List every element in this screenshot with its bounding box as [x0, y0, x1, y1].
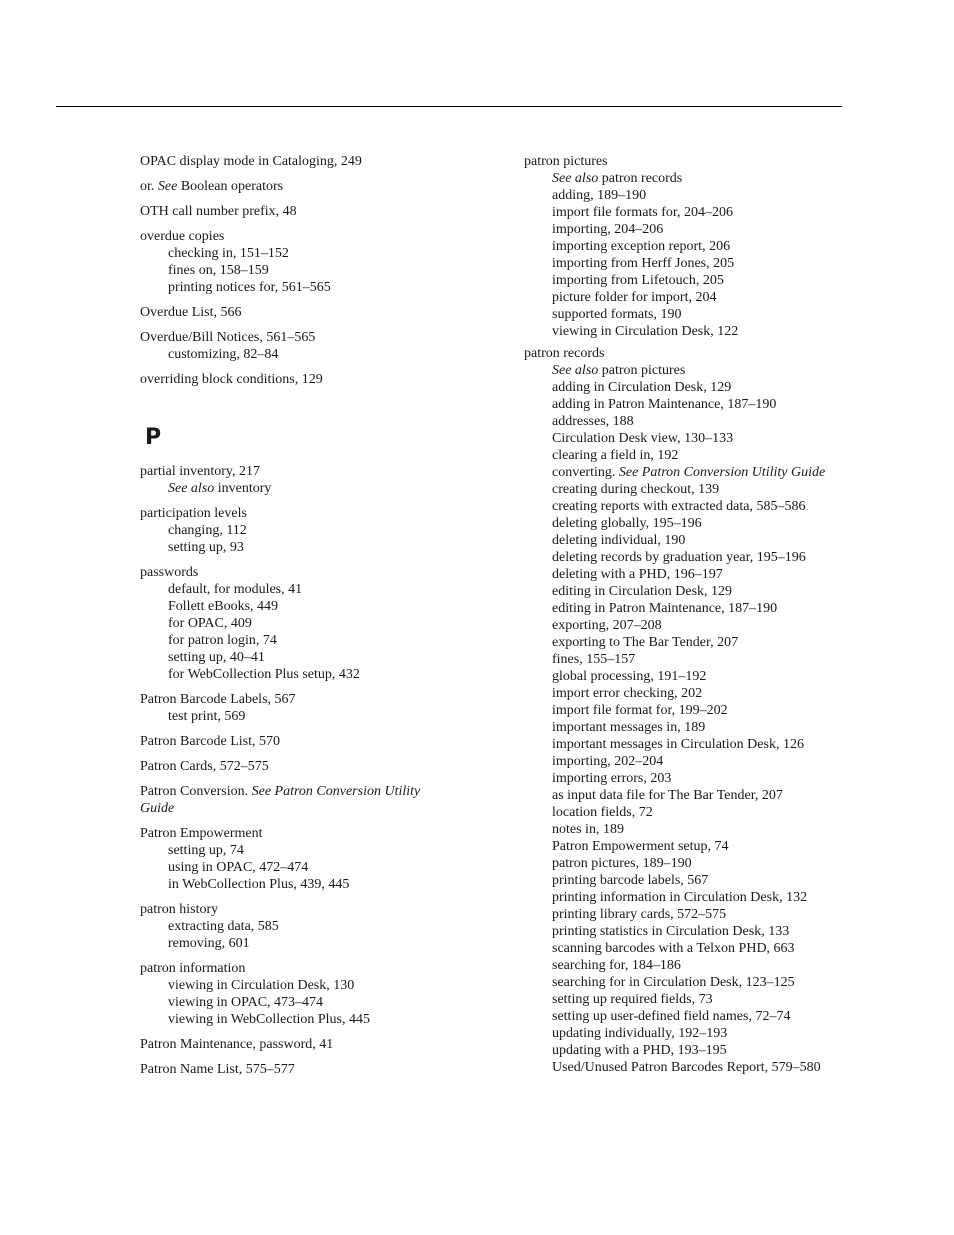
index-subentry	[140, 480, 450, 497]
entry-text: creating reports with extracted data, 585–586	[552, 499, 806, 514]
index-entry-heading	[140, 758, 450, 775]
entry-text: extracting data, 585	[168, 919, 279, 934]
index-entry-heading	[140, 691, 450, 708]
index-subentry	[524, 464, 837, 481]
entry-text: for OPAC, 409	[168, 616, 252, 631]
index-subentry	[524, 753, 837, 770]
entry-text: OPAC display mode in Cataloging, 249	[140, 154, 362, 169]
entry-text: importing from Lifetouch, 205	[552, 273, 724, 288]
index-entry-heading	[140, 733, 450, 750]
index-subentry	[524, 1025, 837, 1042]
cross-reference-text: See Patron Conversion Utility Guide	[618, 465, 826, 480]
entry-text: partial inventory, 217	[140, 464, 261, 479]
entry-text: global processing, 191–192	[552, 669, 707, 684]
index-entry-heading	[524, 345, 844, 362]
entry-text: in WebCollection Plus, 439, 445	[168, 877, 350, 892]
index-subentry	[524, 583, 837, 600]
cross-reference-text: See Patron Conversion Utility Guide	[140, 784, 421, 816]
entry-text: Patron Conversion.	[140, 784, 252, 799]
index-entry-heading	[140, 960, 450, 977]
index-entry	[140, 203, 450, 220]
index-subentry	[524, 600, 837, 617]
entry-text: for WebCollection Plus setup, 432	[168, 667, 360, 682]
index-subentry	[524, 702, 837, 719]
index-subentry	[140, 539, 450, 556]
entry-text: printing information in Circulation Desk, 132	[552, 890, 808, 905]
index-subentry	[524, 651, 837, 668]
entry-text: patron records	[524, 346, 605, 361]
entry-text: removing, 601	[168, 936, 250, 951]
entry-text: test print, 569	[168, 709, 246, 724]
entry-text: patron pictures	[524, 154, 608, 169]
section-letter: P	[145, 425, 162, 450]
entry-text: importing, 204–206	[552, 222, 664, 237]
index-subentry	[140, 649, 450, 666]
entry-text: import file format for, 199–202	[552, 703, 728, 718]
index-entry	[140, 463, 450, 497]
entry-text: fines on, 158–159	[168, 263, 269, 278]
entry-text: customizing, 82–84	[168, 347, 279, 362]
entry-text: scanning barcodes with a Telxon PHD, 663	[552, 941, 795, 956]
entry-text: patron records	[598, 171, 683, 186]
entry-text: notes in, 189	[552, 822, 624, 837]
index-entry	[140, 1036, 450, 1053]
index-entry	[524, 345, 844, 1076]
index-subentry	[140, 615, 450, 632]
index-subentry	[524, 1042, 837, 1059]
entry-text: Overdue/Bill Notices, 561–565	[140, 330, 316, 345]
entry-text: patron pictures	[598, 363, 686, 378]
entry-text: picture folder for import, 204	[552, 290, 717, 305]
index-subentry	[524, 770, 837, 787]
cross-reference-text: See also	[168, 481, 215, 496]
entry-text: import file formats for, 204–206	[552, 205, 734, 220]
index-entry	[140, 960, 450, 1028]
index-subentry	[140, 859, 450, 876]
index-entry-heading	[140, 178, 450, 195]
entry-text: Overdue List, 566	[140, 305, 242, 320]
entry-text: Follett eBooks, 449	[168, 599, 279, 614]
entry-text: Patron Cards, 572–575	[140, 759, 269, 774]
index-subentry	[140, 632, 450, 649]
index-entry	[140, 153, 450, 170]
index-subentry	[524, 430, 837, 447]
entry-text: exporting to The Bar Tender, 207	[552, 635, 739, 650]
entry-text: important messages in, 189	[552, 720, 706, 735]
entry-text: deleting with a PHD, 196–197	[552, 567, 723, 582]
index-subentry	[524, 1059, 837, 1076]
entry-text: converting.	[552, 465, 619, 480]
index-subentry	[524, 221, 837, 238]
index-subentry	[140, 522, 450, 539]
entry-text: printing statistics in Circulation Desk, 133	[552, 924, 790, 939]
entry-text: setting up required fields, 73	[552, 992, 713, 1007]
entry-text: passwords	[140, 565, 199, 580]
index-subentry	[524, 957, 837, 974]
entry-text: printing library cards, 572–575	[552, 907, 727, 922]
entry-text: adding in Patron Maintenance, 187–190	[552, 397, 777, 412]
index-subentry	[140, 279, 450, 296]
cross-reference-text: See also	[552, 363, 599, 378]
entry-text: Patron Barcode List, 570	[140, 734, 280, 749]
index-entry-heading	[140, 304, 450, 321]
entry-text: patron pictures, 189–190	[552, 856, 692, 871]
entry-text: Patron Empowerment	[140, 826, 263, 841]
entry-text: default, for modules, 41	[168, 582, 303, 597]
index-subentry	[524, 306, 837, 323]
index-entry	[140, 304, 450, 321]
entry-text: adding, 189–190	[552, 188, 647, 203]
entry-text: printing notices for, 561–565	[168, 280, 331, 295]
entry-text: Circulation Desk view, 130–133	[552, 431, 734, 446]
index-subentry	[140, 876, 450, 893]
index-entry	[140, 505, 450, 556]
index-subentry	[524, 566, 837, 583]
entry-text: OTH call number prefix, 48	[140, 204, 297, 219]
entry-text: or.	[140, 179, 158, 194]
entry-text: deleting globally, 195–196	[552, 516, 702, 531]
entry-text: importing exception report, 206	[552, 239, 731, 254]
index-subentry	[140, 598, 450, 615]
index-entry-heading	[140, 463, 450, 480]
entries-patron-section	[524, 153, 844, 1076]
index-entry	[140, 371, 450, 388]
entry-text: printing barcode labels, 567	[552, 873, 709, 888]
index-subentry	[524, 255, 837, 272]
index-subentry	[524, 991, 837, 1008]
index-subentry	[524, 532, 837, 549]
entry-text: setting up user-defined field names, 72–74	[552, 1009, 791, 1024]
index-subentry	[524, 238, 837, 255]
entry-text: clearing a field in, 192	[552, 448, 679, 463]
index-subentry	[524, 821, 837, 838]
entry-text: importing, 202–204	[552, 754, 664, 769]
entry-text: for patron login, 74	[168, 633, 277, 648]
index-subentry	[140, 262, 450, 279]
entry-text: setting up, 74	[168, 843, 244, 858]
entry-text: participation levels	[140, 506, 247, 521]
entry-text: updating individually, 192–193	[552, 1026, 728, 1041]
cross-reference-text: See	[157, 179, 178, 194]
index-entry-heading	[140, 564, 450, 581]
index-subentry	[524, 204, 837, 221]
index-entry	[140, 783, 450, 817]
index-subentry	[524, 668, 837, 685]
entry-text: inventory	[214, 481, 272, 496]
entry-text: importing from Herff Jones, 205	[552, 256, 735, 271]
index-subentry	[140, 1011, 450, 1028]
index-subentry	[140, 977, 450, 994]
index-entry-heading	[140, 901, 450, 918]
entry-text: overdue copies	[140, 229, 225, 244]
entry-text: as input data file for The Bar Tender, 207	[552, 788, 783, 803]
index-subentry	[524, 323, 837, 340]
entry-text: important messages in Circulation Desk, 126	[552, 737, 804, 752]
entry-text: checking in, 151–152	[168, 246, 289, 261]
index-subentry	[524, 413, 837, 430]
index-subentry	[140, 994, 450, 1011]
index-subentry	[524, 447, 837, 464]
index-subentry	[140, 708, 450, 725]
index-entry-heading	[140, 153, 450, 170]
index-subentry	[524, 838, 837, 855]
entry-text: viewing in WebCollection Plus, 445	[168, 1012, 370, 1027]
index-subentry	[524, 736, 837, 753]
entry-text: setting up, 93	[168, 540, 244, 555]
index-subentry	[524, 787, 837, 804]
index-entry	[140, 691, 450, 725]
index-subentry	[524, 617, 837, 634]
index-subentry	[524, 940, 837, 957]
entry-text: viewing in Circulation Desk, 122	[552, 324, 739, 339]
index-subentry	[524, 974, 837, 991]
index-entry	[140, 329, 450, 363]
index-entry-heading	[140, 203, 450, 220]
entry-text: setting up, 40–41	[168, 650, 265, 665]
index-entry	[140, 901, 450, 952]
index-subentry	[524, 872, 837, 889]
index-column-left	[140, 153, 450, 1086]
entry-text: location fields, 72	[552, 805, 653, 820]
index-subentry	[524, 719, 837, 736]
entry-text: deleting records by graduation year, 195–196	[552, 550, 806, 565]
index-subentry	[140, 918, 450, 935]
entry-text: fines, 155–157	[552, 652, 636, 667]
entry-text: viewing in Circulation Desk, 130	[168, 978, 355, 993]
entry-text: exporting, 207–208	[552, 618, 662, 633]
entry-text: searching for, 184–186	[552, 958, 681, 973]
index-subentry	[140, 581, 450, 598]
index-entry	[140, 825, 450, 893]
index-entry	[140, 228, 450, 296]
index-subentry	[524, 634, 837, 651]
index-subentry	[140, 935, 450, 952]
index-entry	[140, 1061, 450, 1078]
index-entry-heading	[140, 329, 450, 346]
index-subentry	[524, 685, 837, 702]
index-subentry	[524, 170, 837, 187]
entries-p-section	[140, 463, 450, 1078]
entry-text: supported formats, 190	[552, 307, 682, 322]
index-entry	[524, 153, 844, 340]
index-subentry	[524, 272, 837, 289]
entry-text: import error checking, 202	[552, 686, 703, 701]
entry-text: editing in Circulation Desk, 129	[552, 584, 733, 599]
entry-text: overriding block conditions, 129	[140, 372, 323, 387]
index-subentry	[524, 362, 837, 379]
index-entry	[140, 564, 450, 683]
index-subentry	[524, 481, 837, 498]
index-entry-heading	[524, 153, 844, 170]
entry-text: Patron Barcode Labels, 567	[140, 692, 296, 707]
entry-text: changing, 112	[168, 523, 247, 538]
index-entry	[140, 758, 450, 775]
entry-text: editing in Patron Maintenance, 187–190	[552, 601, 778, 616]
entry-text: adding in Circulation Desk, 129	[552, 380, 732, 395]
index-entry-heading	[140, 783, 450, 817]
index-subentry	[140, 842, 450, 859]
entry-text: searching for in Circulation Desk, 123–125	[552, 975, 795, 990]
entry-text: Patron Maintenance, password, 41	[140, 1037, 334, 1052]
entry-text: deleting individual, 190	[552, 533, 686, 548]
index-entry-heading	[140, 825, 450, 842]
index-subentry	[524, 187, 837, 204]
index-subentry	[524, 515, 837, 532]
index-subentry	[524, 549, 837, 566]
index-entry-heading	[140, 1061, 450, 1078]
entry-text: Boolean operators	[177, 179, 284, 194]
index-entry-heading	[140, 505, 450, 522]
index-subentry	[140, 346, 450, 363]
index-subentry	[524, 396, 837, 413]
cross-reference-text: See also	[552, 171, 599, 186]
entry-text: patron history	[140, 902, 219, 917]
index-subentry	[524, 289, 837, 306]
index-subentry	[524, 906, 837, 923]
index-subentry	[524, 379, 837, 396]
index-entry-heading	[140, 228, 450, 245]
index-subentry	[140, 666, 450, 683]
entry-text: creating during checkout, 139	[552, 482, 720, 497]
entry-text: patron information	[140, 961, 246, 976]
entry-text: updating with a PHD, 193–195	[552, 1043, 727, 1058]
index-entry	[140, 178, 450, 195]
index-entry-heading	[140, 371, 450, 388]
index-subentry	[524, 498, 837, 515]
entry-text: Patron Name List, 575–577	[140, 1062, 295, 1077]
index-subentry	[524, 889, 837, 906]
header-rule	[56, 106, 842, 107]
index-entry	[140, 733, 450, 750]
index-entry-heading	[140, 1036, 450, 1053]
entry-text: Used/Unused Patron Barcodes Report, 579–580	[552, 1060, 821, 1075]
index-column-right	[524, 153, 844, 1081]
index-subentry	[524, 855, 837, 872]
entries-o-section	[140, 153, 450, 388]
index-subentry	[140, 245, 450, 262]
index-subentry	[524, 923, 837, 940]
entry-text: importing errors, 203	[552, 771, 672, 786]
entry-text: viewing in OPAC, 473–474	[168, 995, 324, 1010]
index-subentry	[524, 804, 837, 821]
index-subentry	[524, 1008, 837, 1025]
entry-text: using in OPAC, 472–474	[168, 860, 309, 875]
entry-text: Patron Empowerment setup, 74	[552, 839, 729, 854]
entry-text: addresses, 188	[552, 414, 634, 429]
